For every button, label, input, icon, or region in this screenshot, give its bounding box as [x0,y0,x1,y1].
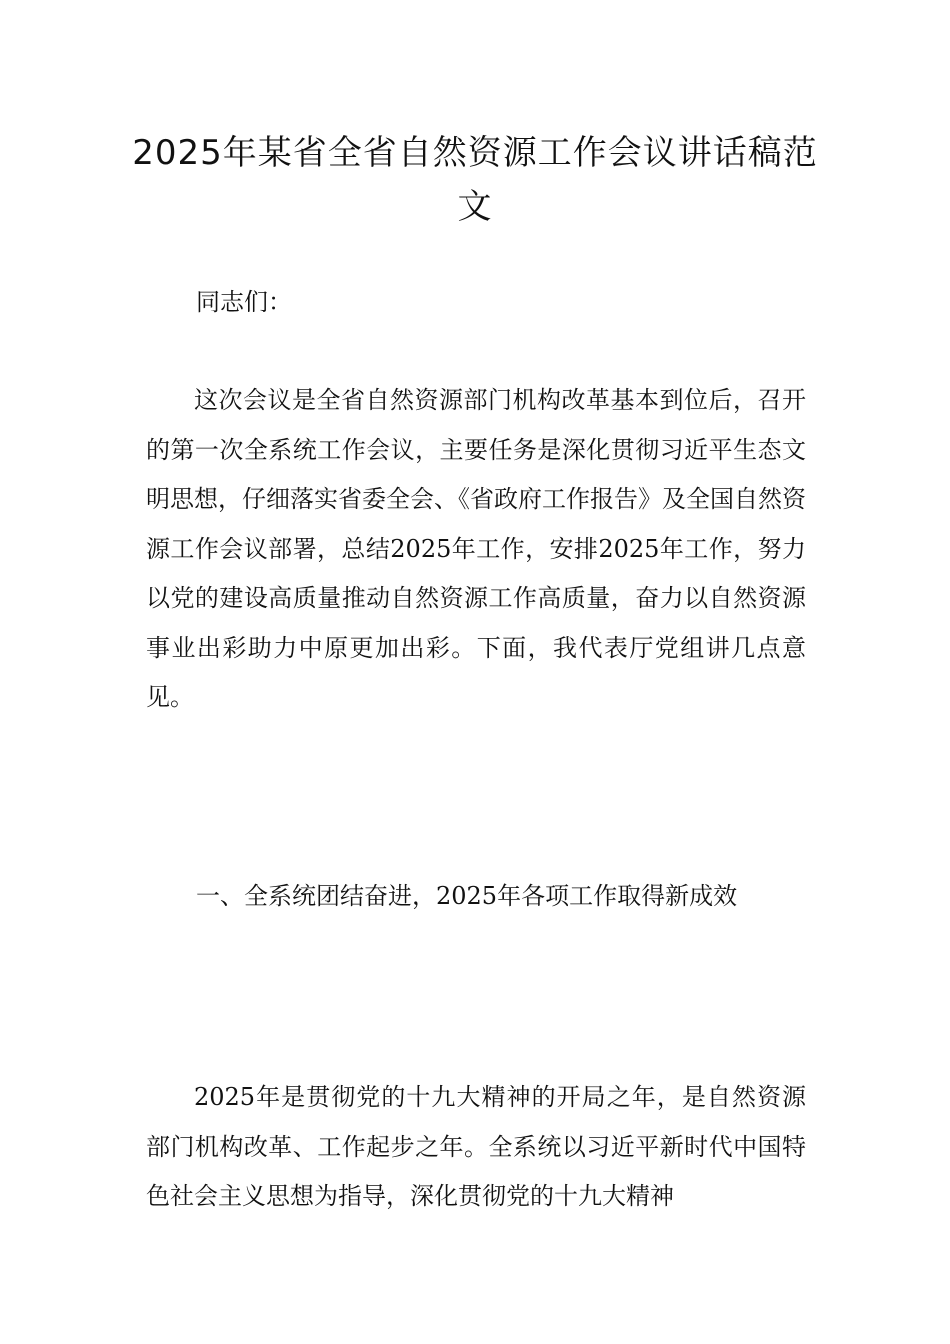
section-heading-1: 一、全系统团结奋进，2025年各项工作取得新成效 [196,882,738,910]
salutation: 同志们： [196,288,292,316]
document-title: 2025年某省全省自然资源工作会议讲话稿范文 [132,133,818,227]
section-1-paragraph: 2025年是贯彻党的十九大精神的开局之年，是自然资源部门机构改革、工作起步之年。全系统以习近平新时代中国特色社会主义思想为指导，深化贯彻党的十九大精神 [146,1083,806,1210]
opening-paragraph: 这次会议是全省自然资源部门机构改革基本到位后，召开的第一次全系统工作会议，主要任务是深化贯彻习近平生态文明思想，仔细落实省委全会、《省政府工作报告》及全国自然资源工作会议部署，总结2025年工作，安排2025年工作，努力以党的建设高质量推动自然资源工作高质量，奋力以自然资源事业出彩助力中原更加出彩。下面，我代表厅党组讲几点意见。 [146,386,806,711]
